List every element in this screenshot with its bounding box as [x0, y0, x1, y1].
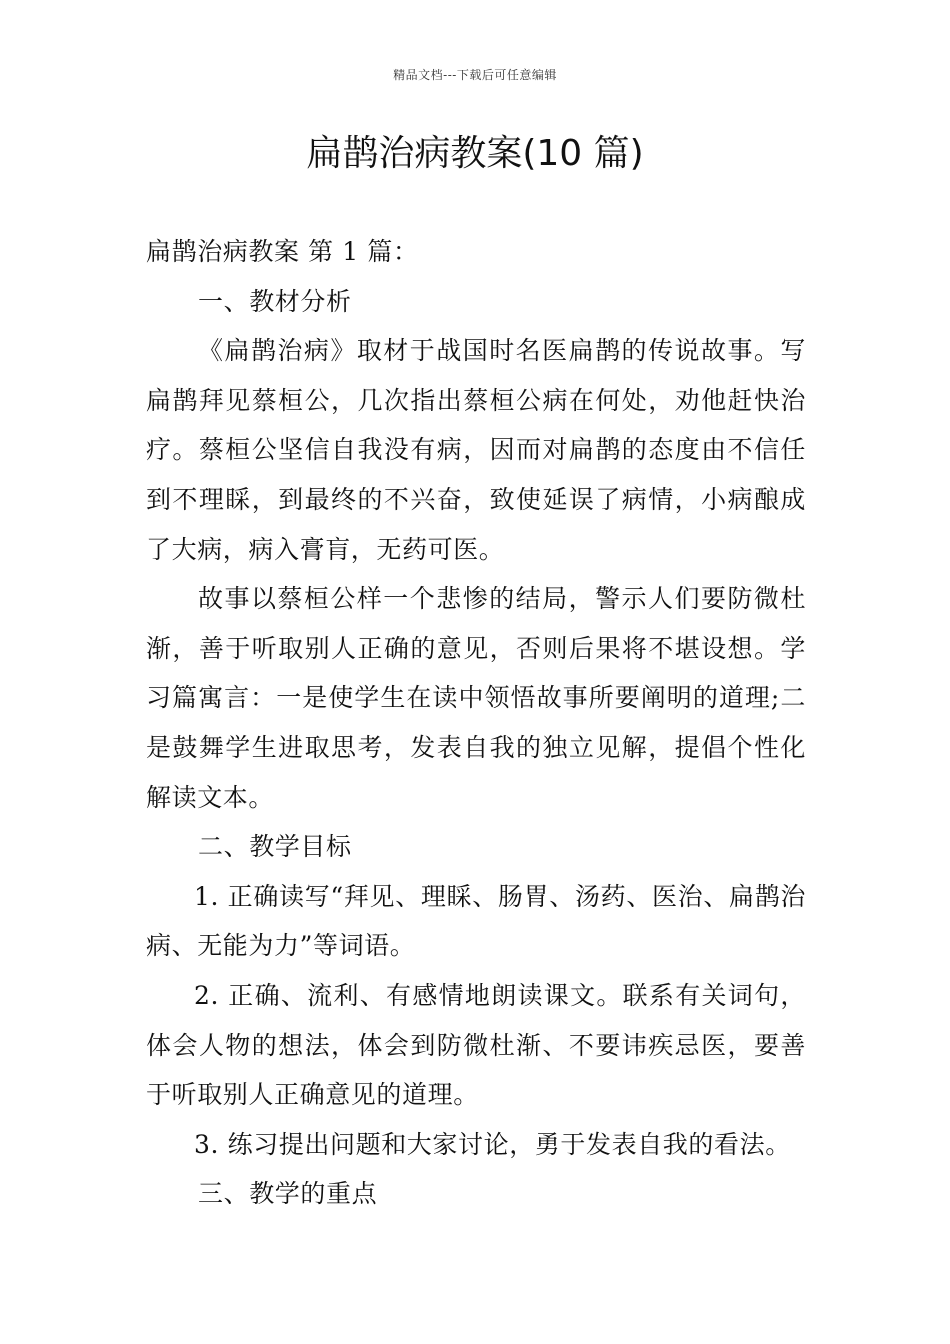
body-paragraph: 故事以蔡桓公样一个悲惨的结局，警示人们要防微杜渐，善于听取别人正确的意见，否则后果将不堪设想。学习篇寓言：一是使学生在读中领悟故事所要阐明的道理;二是鼓舞学生进取思考，发表自我的独立见解，提倡个性化解读文本。: [146, 584, 806, 812]
document-title: 扁鹊治病教案(10 篇): [306, 133, 644, 174]
subsection-heading: 二、教学目标: [198, 832, 352, 862]
list-item: 1. 正确读写“拜见、理睬、肠胃、汤药、医治、扁鹊治病、无能为力”等词语。: [146, 881, 806, 961]
list-item: 2. 正确、流利、有感情地朗读课文。联系有关词句，体会人物的想法，体会到防微杜渐、不要讳疾忌医，要善于听取别人正确意见的道理。: [146, 980, 806, 1110]
subsection-heading: 一、教材分析: [198, 286, 352, 316]
subsection-heading: 三、教学的重点: [198, 1179, 378, 1209]
list-item: 3. 练习提出问题和大家讨论，勇于发表自我的看法。: [194, 1129, 791, 1159]
header-note: 精品文档---下载后可任意编辑: [393, 68, 557, 82]
section-heading: 扁鹊治病教案 第 1 篇：: [146, 237, 419, 266]
document-body: [146, 227, 806, 1219]
body-paragraph: 《扁鹊治病》取材于战国时名医扁鹊的传说故事。写扁鹊拜见蔡桓公，几次指出蔡桓公病在何处，劝他赶快治疗。蔡桓公坚信自我没有病，因而对扁鹊的态度由不信任到不理睬，到最终的不兴奋，致使延误了病情，小病酿成了大病，病入膏肓，无药可医。: [146, 336, 806, 564]
